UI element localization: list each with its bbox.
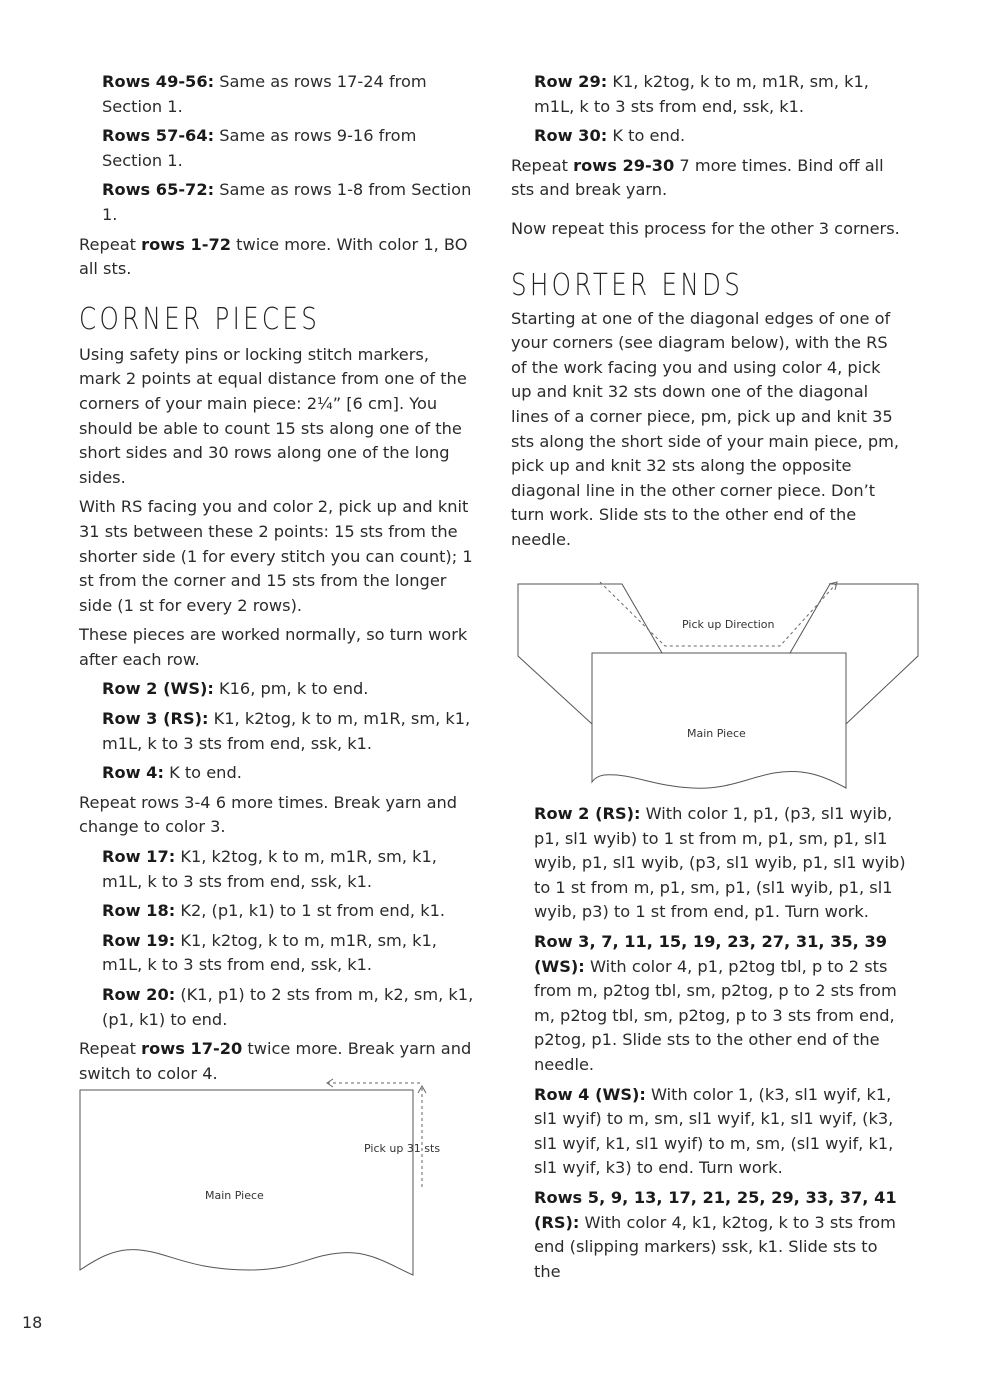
repeat-other-corners: Now repeat this process for the other 3 corners. [511, 218, 900, 238]
shorter-ends-diagram [512, 578, 924, 790]
instruction-row-2-rs: Row 2 (RS): With color 1, p1, (p3, sl1 wyib, p1, sl1 wyib) to 1 st from m, p1, sm, p1, sl1 wyib, p1, sl1 wyib, (p3, sl1 wyib, p1, sl1 wyib) to 1 st from m, p1, sm, p1, (sl1 wyib, p1, sl1 wyib, p3) to 1 st from end, p1. Turn work. [534, 804, 906, 922]
instruction-row-3-rs: Row 3 (RS): K1, k2tog, k to m, m1R, sm, k1, m1L, k to 3 sts from end, ssk, k1. [102, 709, 471, 753]
main-piece-label: Main Piece [687, 727, 746, 740]
corner-pieces-heading: CORNER PIECES [79, 301, 321, 337]
shorter-ends-paragraph: Starting at one of the diagonal edges of one of your corners (see diagram below), with the RS of the work facing you and using color 4, pick up and knit 32 sts down one of the diagonal lines of a corner piece, pm, pick up and knit 35 sts along the short side of your main piece, pm, pick up and knit 32 sts along the opposite diagonal line in the other corner piece. Don’t turn work. Slide sts to the other end of the needle. [511, 308, 900, 549]
instruction-row-2-ws: Row 2 (WS): K16, pm, k to end. [102, 679, 369, 699]
corner-paragraph-3: These pieces are worked normally, so turn work after each row. [79, 625, 468, 669]
repeat-rows-1-72: Repeat rows 1-72 twice more. With color 1, BO all sts. [79, 234, 468, 279]
instruction-row-29: Row 29: K1, k2tog, k to m, m1R, sm, k1, m1L, k to 3 sts from end, ssk, k1. [534, 72, 869, 116]
corner-pickup-diagram [70, 1075, 470, 1285]
repeat-rows-3-4: Repeat rows 3-4 6 more times. Break yarn and change to color 3. [79, 792, 458, 837]
instruction-rows-5-rs: Rows 5, 9, 13, 17, 21, 25, 29, 33, 37, 41 (RS): With color 4, k1, k2tog, k to 3 sts from end (slipping markers) ssk, k1. Slide sts to the [534, 1187, 897, 1281]
instruction-rows-65-72: Rows 65-72: Same as rows 1-8 from Section 1. [102, 180, 472, 224]
shorter-ends-heading: SHORTER ENDS [511, 267, 744, 303]
corner-paragraph-1: Using safety pins or locking stitch markers, mark 2 points at equal distance from one of the corners of your main piece: 2¼” [6 cm]. You should be able to count 15 sts along one of the short sides and 30 rows along one of the long sides. [79, 344, 467, 487]
instruction-rows-49-56: Rows 49-56: Same as rows 17-24 from Section 1. [102, 72, 427, 116]
right-column-lower [511, 802, 906, 1284]
instruction-row-20: Row 20: (K1, p1) to 2 sts from m, k2, sm, k1, (p1, k1) to end. [102, 985, 474, 1029]
instruction-row-3-ws: Row 3, 7, 11, 15, 19, 23, 27, 31, 35, 39 (WS): With color 4, p1, p2tog tbl, p to 2 sts from m, p2tog tbl, sm, p2tog, p to 2 sts from m, p2tog tbl, sm, p2tog, p to 3 sts from end, p2tog, p1. Slide sts to the other end of the needle. [534, 931, 897, 1074]
instruction-row-19: Row 19: K1, k2tog, k to m, m1R, sm, k1, m1L, k to 3 sts from end, ssk, k1. [102, 930, 437, 975]
repeat-rows-17-20: Repeat rows 17-20 twice more. Break yarn and switch to color 4. [79, 1039, 472, 1083]
left-column [79, 70, 474, 1086]
main-piece-outline [592, 653, 846, 788]
main-piece-label: Main Piece [205, 1189, 264, 1202]
instruction-row-4: Row 4: K to end. [102, 763, 242, 783]
instruction-rows-57-64: Rows 57-64: Same as rows 9-16 from Section 1. [102, 126, 417, 170]
repeat-rows-29-30: Repeat rows 29-30 7 more times. Bind off all sts and break yarn. [511, 155, 884, 200]
pickup-label: Pick up 31 sts [364, 1142, 441, 1155]
pickup-direction-label: Pick up Direction [682, 618, 775, 631]
right-column [511, 70, 906, 553]
instruction-row-30: Row 30: K to end. [534, 126, 686, 146]
instruction-row-18: Row 18: K2, (p1, k1) to 1 st from end, k1. [102, 901, 446, 921]
instruction-row-17: Row 17: K1, k2tog, k to m, m1R, sm, k1, m1L, k to 3 sts from end, ssk, k1. [102, 847, 437, 891]
instruction-row-4-ws: Row 4 (WS): With color 1, (k3, sl1 wyif, k1, sl1 wyif) to m, sm, sl1 wyif, k1, sl1 wyif, (k3, sl1 wyif, k1, sl1 wyif) to m, sm, (sl1 wyif, k1, sl1 wyif, k3) to end. Turn work. [534, 1084, 894, 1178]
corner-paragraph-2: With RS facing you and color 2, pick up and knit 31 sts between these 2 points: 15 sts from the shorter side (1 for every stitch you can count); 1 st from the corner and 15 sts from the longer side (1 st for every 2 rows). [79, 497, 473, 615]
main-piece-outline [80, 1090, 413, 1275]
page-number: 18 [22, 1313, 43, 1332]
